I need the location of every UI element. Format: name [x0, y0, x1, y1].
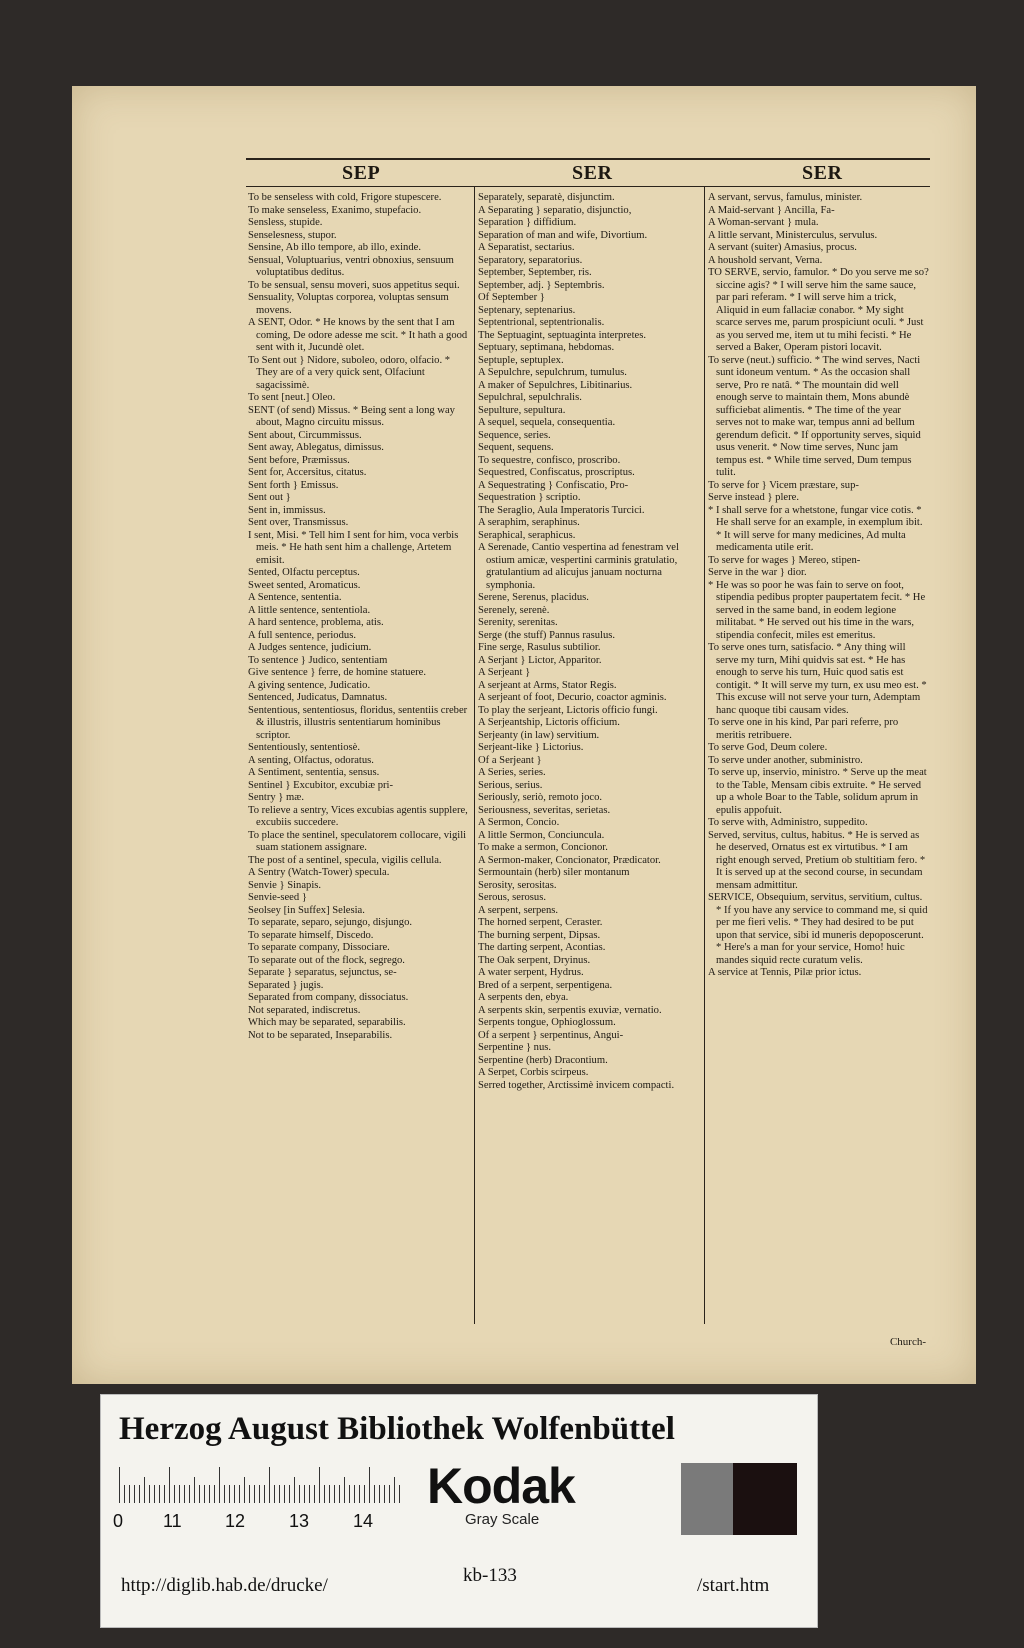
- dictionary-entry: The burning serpent, Dipsas.: [478, 929, 601, 941]
- dictionary-entry: A Sentiment, sententia, sensus.: [248, 767, 380, 778]
- ruler-tick: [149, 1485, 150, 1503]
- dictionary-entry: A Serpet, Corbis scirpeus.: [478, 1067, 589, 1078]
- ruler-number: 11: [163, 1511, 182, 1531]
- ruler-tick: [339, 1485, 340, 1503]
- dictionary-entry: Not to be separated, Inseparabilis.: [248, 1029, 393, 1041]
- dictionary-entry: A Serjeant }: [478, 667, 531, 678]
- dictionary-entry: Serpentine } nus.: [478, 1042, 552, 1053]
- dictionary-entry: Serge (the stuff) Pannus rasulus.: [478, 629, 616, 641]
- ruler-tick: [309, 1485, 310, 1503]
- dictionary-entry: To serve with, Administro, suppedito.: [708, 817, 868, 828]
- dictionary-entry: Serene, Serenus, placidus.: [478, 592, 589, 603]
- ruler-tick: [354, 1485, 355, 1503]
- ruler-tick: [254, 1485, 255, 1503]
- dictionary-entry: Separation of man and wife, Divortium.: [478, 229, 648, 241]
- dictionary-entry: Serosity, serositas.: [478, 879, 557, 891]
- dictionary-entry: A servant (suiter) Amasius, procus.: [708, 242, 857, 253]
- dictionary-entry: * He was so poor he was fain to serve on foot, stipendia pedibus propter paupertatem fecit. * He served in the same band, in eodem legione militabat. * He served out his time in the wars, stipendia confecit, miles est emeritus.: [708, 579, 926, 641]
- dictionary-entry: To serve (neut.) sufficio. * The wind serves, Nacti sunt idoneum ventum. * As the occasion shall serve, Pro re natâ. * The mountain did well enough serve to maintain them, Mons abundè sufficiebat alimentis. * The time of the year serves not to make war, tempus anni ad bellum gerendum deficit. * If opportunity serves, siquid usus venerit. * Now time serves, Nunc jam tempus est. * While time served, Dum tempus tulit.: [708, 354, 921, 478]
- ruler-tick: [184, 1485, 185, 1503]
- dictionary-entry: Fine serge, Rasulus subtilior.: [478, 642, 601, 653]
- ruler-tick: [234, 1485, 235, 1503]
- ruler-tick: [209, 1485, 210, 1503]
- dictionary-entry: Senselesness, stupor.: [248, 229, 337, 241]
- dictionary-entry: A Serjeantship, Lictoris officium.: [478, 717, 620, 728]
- dictionary-entry: To separate himself, Discedo.: [248, 929, 374, 941]
- ruler-tick: [334, 1485, 335, 1503]
- dictionary-entry: A Sentence, sententia.: [248, 592, 342, 603]
- column-header-1: SEP: [342, 162, 381, 184]
- ruler-tick: [214, 1485, 215, 1503]
- library-title: Herzog August Bibliothek Wolfenbüttel: [119, 1411, 675, 1447]
- ruler-tick: [379, 1485, 380, 1503]
- gray-scale-label: Gray Scale: [465, 1511, 540, 1528]
- dictionary-entry: To sentence } Judico, sententiam: [248, 654, 388, 666]
- dictionary-entry: Sent out }: [248, 492, 291, 503]
- ruler-tick: [344, 1477, 345, 1503]
- dictionary-entry: To be senseless with cold, Frigore stupescere.: [248, 192, 442, 203]
- dictionary-entry: A Separating } separatio, disjunctio,: [478, 204, 632, 216]
- dictionary-entry: The post of a sentinel, specula, vigilis cellula.: [248, 854, 442, 866]
- ruler-number: 12: [225, 1511, 246, 1531]
- dictionary-entry: September, September, ris.: [478, 267, 592, 278]
- dictionary-entry: To place the sentinel, speculatorem collocare, vigili suam stationem assignare.: [248, 829, 467, 853]
- ruler-tick: [269, 1467, 270, 1503]
- ruler-tick: [294, 1477, 295, 1503]
- ruler-tick: [349, 1485, 350, 1503]
- dictionary-entry: Separately, separatè, disjunctim.: [478, 192, 615, 203]
- dictionary-entry: A Maid-servant } Ancilla, Fa-: [708, 204, 835, 216]
- dictionary-entry: A service at Tennis, Pilæ prior ictus.: [708, 967, 862, 978]
- dictionary-entry: The Septuagint, septuaginta interpretes.: [478, 329, 646, 341]
- dictionary-entry: Bred of a serpent, serpentigena.: [478, 979, 613, 991]
- dictionary-entry: A Sequestrating } Confiscatio, Pro-: [478, 479, 629, 491]
- dictionary-entry: Which may be separated, separabilis.: [248, 1017, 406, 1028]
- dictionary-entry: Sepulture, sepultura.: [478, 404, 566, 416]
- dictionary-column-1: [248, 192, 470, 1328]
- dictionary-entry: To be sensual, sensu moveri, suos appetitus sequi.: [248, 279, 460, 291]
- black-swatch: [733, 1463, 797, 1535]
- ruler-tick: [174, 1485, 175, 1503]
- dictionary-entry: A serjeant at Arms, Stator Regis.: [478, 679, 617, 691]
- ruler-tick: [229, 1485, 230, 1503]
- ruler-tick: [274, 1485, 275, 1503]
- dictionary-entry: Sententiously, sententiosè.: [248, 742, 361, 753]
- ruler-tick: [169, 1467, 170, 1503]
- dictionary-entry: A servant, servus, famulus, minister.: [708, 192, 863, 203]
- dictionary-entry: Serious, serius.: [478, 779, 543, 791]
- ruler-tick: [119, 1467, 120, 1503]
- ruler-tick: [224, 1485, 225, 1503]
- dictionary-entry: The Seraglio, Aula Imperatoris Turcici.: [478, 504, 645, 516]
- dictionary-entry: Separated from company, dissociatus.: [248, 992, 409, 1003]
- dictionary-entry: A Judges sentence, judicium.: [248, 642, 372, 653]
- dictionary-entry: Sensless, stupide.: [248, 217, 323, 228]
- dictionary-entry: To serve under another, subministro.: [708, 754, 863, 766]
- ruler-tick: [199, 1485, 200, 1503]
- dictionary-entry: Sentry } mæ.: [248, 792, 304, 803]
- dictionary-entry: To sent [neut.] Oleo.: [248, 392, 336, 403]
- dictionary-entry: Serous, serosus.: [478, 892, 546, 903]
- ruler-tick: [319, 1467, 320, 1503]
- column-header-2: SER: [572, 162, 613, 184]
- dictionary-entry: TO SERVE, servio, famulor. * Do you serve me so? siccine agis? * I will serve him the same sauce, par pari referam. * I will serve him a trick, Aliquid in eum fallaciæ conabor. * My sight scarce serves me, parum prospiciunt oculi. * Just as you served me, item ut tu mihi fecisti. * He served a Baker, Operam pistori locavit.: [708, 267, 929, 353]
- dictionary-entry: A Sentry (Watch-Tower) specula.: [248, 867, 390, 878]
- dictionary-entry: Serve instead } plere.: [708, 492, 799, 503]
- ruler-tick: [389, 1485, 390, 1503]
- ruler-tick: [129, 1485, 130, 1503]
- ruler-tick: [194, 1477, 195, 1503]
- dictionary-entry: To serve one in his kind, Par pari referre, pro meritis retribuere.: [708, 717, 899, 741]
- dictionary-entry: The Oak serpent, Dryinus.: [478, 954, 591, 966]
- dictionary-entry: A serpents skin, serpentis exuviæ, vernatio.: [478, 1004, 662, 1016]
- dictionary-entry: Septenary, septenarius.: [478, 304, 576, 316]
- dictionary-entry: Septentrional, septentrionalis.: [478, 317, 605, 328]
- ruler-numbers: [113, 1511, 403, 1531]
- dictionary-entry: Sented, Olfactu perceptus.: [248, 567, 360, 578]
- ruler-tick: [364, 1485, 365, 1503]
- dictionary-entry: To make senseless, Exanimo, stupefacio.: [248, 204, 422, 216]
- dictionary-column-3: [708, 192, 930, 1328]
- page-content: [246, 158, 930, 1358]
- dictionary-entry: A little servant, Ministerculus, servulus.: [708, 229, 878, 241]
- dictionary-entry: To separate, separo, sejungo, disjungo.: [248, 917, 413, 928]
- dictionary-entry: A serpent, serpens.: [478, 904, 559, 916]
- dictionary-entry: Septuary, septimana, hebdomas.: [478, 342, 615, 353]
- dictionary-entry: Seriously, seriò, remoto joco.: [478, 792, 603, 803]
- dictionary-entry: A Serjant } Lictor, Apparitor.: [478, 654, 602, 666]
- dictionary-entry: Sententious, sententiosus, floridus, sententiis creber & illustris, illustris sententiarum hominibus scriptor.: [248, 704, 468, 741]
- ruler-tick: [124, 1485, 125, 1503]
- dictionary-entry: Serenely, serenè.: [478, 604, 550, 616]
- dictionary-entry: Separatory, separatorius.: [478, 254, 583, 266]
- dictionary-entry: A serpents den, ebya.: [478, 992, 569, 1003]
- dictionary-entry: To serve for wages } Mereo, stipen-: [708, 554, 861, 566]
- url-right: /start.htm: [697, 1575, 770, 1596]
- dictionary-entry: Of a Serjeant }: [478, 754, 542, 766]
- ruler-tick: [279, 1485, 280, 1503]
- dictionary-entry: Senvie } Sinapis.: [248, 879, 322, 891]
- column-divider: [704, 186, 705, 1324]
- dictionary-entry: Serjeant-like } Lictorius.: [478, 742, 584, 753]
- ruler-number: 13: [289, 1511, 310, 1531]
- dictionary-entry: A houshold servant, Verna.: [708, 254, 823, 266]
- ruler-tick: [139, 1485, 140, 1503]
- dictionary-entry: Sent about, Circummissus.: [248, 429, 362, 441]
- dictionary-entry: A senting, Olfactus, odoratus.: [248, 754, 374, 766]
- ruler-tick: [219, 1467, 220, 1503]
- ruler-tick: [384, 1485, 385, 1503]
- header-rule: [246, 158, 930, 160]
- ruler-tick: [244, 1477, 245, 1503]
- dictionary-entry: To serve ones turn, satisfacio. * Any thing will serve my turn, Mihi quidvis sat est. * He has enough to serve his turn, Huic quod satis est contigit. * It will serve my turn, ex usu meo est. * This excuse will not serve your turn, Ademptam hanc quoque tibi causam vides.: [708, 642, 927, 716]
- ruler-tick: [264, 1485, 265, 1503]
- dictionary-entry: A Series, series.: [478, 767, 546, 778]
- dictionary-entry: A seraphim, seraphinus.: [478, 517, 580, 528]
- ruler-tick: [159, 1485, 160, 1503]
- dictionary-entry: Separated } jugis.: [248, 979, 324, 991]
- dictionary-column-2: [478, 192, 700, 1328]
- dictionary-entry: Give sentence } ferre, de homine statuere.: [248, 667, 427, 678]
- dictionary-entry: Sensuality, Voluptas corporea, voluptas sensum movens.: [248, 292, 449, 316]
- dictionary-entry: Sentinel } Excubitor, excubiæ pri-: [248, 779, 393, 791]
- dictionary-entry: Seriousness, severitas, serietas.: [478, 804, 611, 816]
- column-divider: [474, 186, 475, 1324]
- dictionary-entry: A SENT, Odor. * He knows by the sent that I am coming, De odore adesse me scit. * It hath a good sent with it, Jucundè olet.: [248, 317, 468, 353]
- ruler-tick: [249, 1485, 250, 1503]
- dictionary-entry: A water serpent, Hydrus.: [478, 967, 584, 978]
- ruler-tick: [134, 1485, 135, 1503]
- ruler-tick: [369, 1467, 370, 1503]
- dictionary-entry: To serve God, Deum colere.: [708, 742, 828, 753]
- ruler-tick: [259, 1485, 260, 1503]
- ruler-tick: [359, 1485, 360, 1503]
- dictionary-entry: Sent away, Ablegatus, dimissus.: [248, 442, 384, 453]
- dictionary-entry: Sequence, series.: [478, 429, 551, 441]
- dictionary-entry: A giving sentence, Judicatio.: [248, 679, 371, 691]
- dictionary-entry: Served, servitus, cultus, habitus. * He is served as he deserved, Ornatus est ex virtutibus. * I am right enough served, Pretium ob stultitiam fero. * It is served up at the second course, in secundam mensam admittitur.: [708, 829, 926, 891]
- ruler-tick: [144, 1477, 145, 1503]
- dictionary-entry: Sweet sented, Aromaticus.: [248, 579, 361, 591]
- dictionary-entry: A Serenade, Cantio vespertina ad fenestram vel ostium amicæ, vespertini carminis gratulatio, gratulantium ad alicujus januam nocturna symphonia.: [478, 542, 679, 591]
- column-header-3: SER: [802, 162, 843, 184]
- dictionary-entry: Sepulchral, sepulchralis.: [478, 392, 582, 403]
- dictionary-entry: To play the serjeant, Lictoris officio fungi.: [478, 704, 658, 716]
- dictionary-entry: A little Sermon, Conciuncula.: [478, 829, 605, 841]
- dictionary-entry: A Sermon-maker, Concionator, Prædicator.: [478, 854, 661, 866]
- dictionary-entry: To relieve a sentry, Vices excubias agentis supplere, excubiis succedere.: [248, 804, 468, 828]
- dictionary-entry: A Sepulchre, sepulchrum, tumulus.: [478, 367, 627, 378]
- ruler-tick: [189, 1485, 190, 1503]
- dictionary-entry: A sequel, sequela, consequentia.: [478, 417, 616, 428]
- dictionary-entry: To separate out of the flock, segrego.: [248, 954, 405, 966]
- dictionary-entry: Senvie-seed }: [248, 892, 307, 903]
- dictionary-entry: Sequestration } scriptio.: [478, 492, 581, 503]
- dictionary-entry: A Separatist, sectarius.: [478, 242, 575, 253]
- ruler-tick: [284, 1485, 285, 1503]
- catchword: Church-: [889, 1336, 926, 1348]
- dictionary-entry: Sent over, Transmissus.: [248, 517, 349, 528]
- ruler-tick: [324, 1485, 325, 1503]
- dictionary-entry: Septuple, septuplex.: [478, 354, 564, 366]
- dictionary-entry: A maker of Sepulchres, Libitinarius.: [478, 379, 633, 391]
- dictionary-entry: Sensine, Ab illo tempore, ab illo, exinde.: [248, 242, 422, 253]
- dictionary-entry: Not separated, indiscretus.: [248, 1004, 361, 1016]
- dictionary-entry: Sent before, Præmissus.: [248, 454, 350, 466]
- dictionary-entry: SENT (of send) Missus. * Being sent a long way about, Magno circuitu missus.: [248, 404, 455, 428]
- dictionary-entry: Of a serpent } serpentinus, Angui-: [478, 1029, 624, 1041]
- dictionary-entry: Sequent, sequens.: [478, 442, 554, 453]
- ruler-tick: [304, 1485, 305, 1503]
- dictionary-entry: To Sent out } Nidore, suboleo, odoro, olfacio. * They are of a very quick sent, Olfaciunt sagacissimè.: [248, 354, 451, 391]
- dictionary-entry: September, adj. } Septembris.: [478, 279, 605, 291]
- dictionary-entry: * I shall serve for a whetstone, fungar vice cotis. * He shall serve for an example, in exemplum ibit. * It will serve for many medicines, Ad multa medicamenta utile erit.: [708, 504, 923, 553]
- dictionary-entry: A hard sentence, problema, atis.: [248, 617, 384, 628]
- dictionary-entry: Serjeanty (in law) servitium.: [478, 729, 600, 741]
- dictionary-entry: To serve for } Vicem præstare, sup-: [708, 479, 859, 491]
- ruler-tick: [289, 1485, 290, 1503]
- ruler-tick: [399, 1485, 400, 1503]
- ruler-number: 0: [113, 1511, 124, 1531]
- ruler-number: 14: [353, 1511, 374, 1531]
- dictionary-entry: Serpents tongue, Ophioglossum.: [478, 1017, 616, 1028]
- dictionary-entry: Sent in, immissus.: [248, 504, 326, 516]
- dictionary-entry: To separate company, Dissociare.: [248, 942, 390, 953]
- book-page: [72, 86, 976, 1384]
- ruler-tick: [374, 1485, 375, 1503]
- ruler-tick: [329, 1485, 330, 1503]
- dictionary-entry: Sentenced, Judicatus, Damnatus.: [248, 692, 388, 703]
- ruler-tick: [204, 1485, 205, 1503]
- ruler-tick: [179, 1485, 180, 1503]
- ruler-tick: [299, 1485, 300, 1503]
- dictionary-entry: Sent for, Accersitus, citatus.: [248, 467, 367, 478]
- ruler-tick: [164, 1485, 165, 1503]
- dictionary-entry: Separation } diffidium.: [478, 217, 577, 228]
- dictionary-entry: Sent forth } Emissus.: [248, 479, 339, 491]
- dictionary-entry: Serenity, serenitas.: [478, 617, 558, 628]
- dictionary-entry: Sequestred, Confiscatus, proscriptus.: [478, 467, 635, 478]
- dictionary-entry: I sent, Misi. * Tell him I sent for him, voca verbis meis. * He hath sent him a challenge, Artetem emisit.: [248, 529, 459, 566]
- dictionary-entry: Serpentine (herb) Dracontium.: [478, 1054, 608, 1066]
- dictionary-entry: To make a sermon, Concionor.: [478, 842, 608, 853]
- ruler-tick: [154, 1485, 155, 1503]
- kodak-logo: Kodak: [427, 1458, 575, 1514]
- dictionary-entry: Serred together, Arctissimè invicem compacti.: [478, 1079, 675, 1091]
- dictionary-entry: To serve up, inservio, ministro. * Serve up the meat to the Table, Mensam cibis extruite. * He served up a whole Boar to the Table, solidum aprum in epulis appofuit.: [708, 767, 927, 816]
- gray-swatch: [681, 1463, 733, 1535]
- dictionary-entry: Serve in the war } dior.: [708, 567, 807, 578]
- dictionary-entry: SERVICE, Obsequium, servitus, servitium, cultus. * If you have any service to command me, si quid per me fieri velis. * They had desired to be put upon that service, sibi id muneris depoposcerunt. * Here's a man for your service, Homo! huic mandes siquid recte curatum velis.: [708, 892, 928, 966]
- dictionary-entry: Of September }: [478, 292, 545, 303]
- dictionary-entry: A little sentence, sententiola.: [248, 604, 371, 616]
- dictionary-entry: Separate } separatus, sejunctus, se-: [248, 967, 397, 978]
- header-underline: [246, 186, 930, 187]
- ruler-tick: [394, 1477, 395, 1503]
- dictionary-entry: A Woman-servant } mula.: [708, 217, 819, 228]
- ruler-tick: [239, 1485, 240, 1503]
- color-target-card: [100, 1394, 818, 1628]
- dictionary-entry: Seraphical, seraphicus.: [478, 529, 576, 541]
- ruler-tick: [314, 1485, 315, 1503]
- dictionary-entry: The darting serpent, Acontias.: [478, 942, 606, 953]
- target-code: kb-133: [463, 1565, 517, 1586]
- dictionary-entry: Sermountain (herb) siler montanum: [478, 867, 630, 878]
- dictionary-entry: To sequestre, confisco, proscribo.: [478, 454, 621, 466]
- ruler-scale: [119, 1467, 409, 1503]
- dictionary-entry: The horned serpent, Ceraster.: [478, 917, 603, 928]
- dictionary-entry: A serjeant of foot, Decurio, coactor agminis.: [478, 692, 667, 703]
- dictionary-entry: Seolsey [in Suffex] Selesia.: [248, 904, 365, 916]
- dictionary-entry: A full sentence, periodus.: [248, 629, 356, 641]
- dictionary-entry: Sensual, Voluptuarius, ventri obnoxius, sensuum voluptatibus deditus.: [248, 254, 454, 278]
- dictionary-entry: A Sermon, Concio.: [478, 817, 560, 828]
- url-left: http://diglib.hab.de/drucke/: [121, 1575, 328, 1596]
